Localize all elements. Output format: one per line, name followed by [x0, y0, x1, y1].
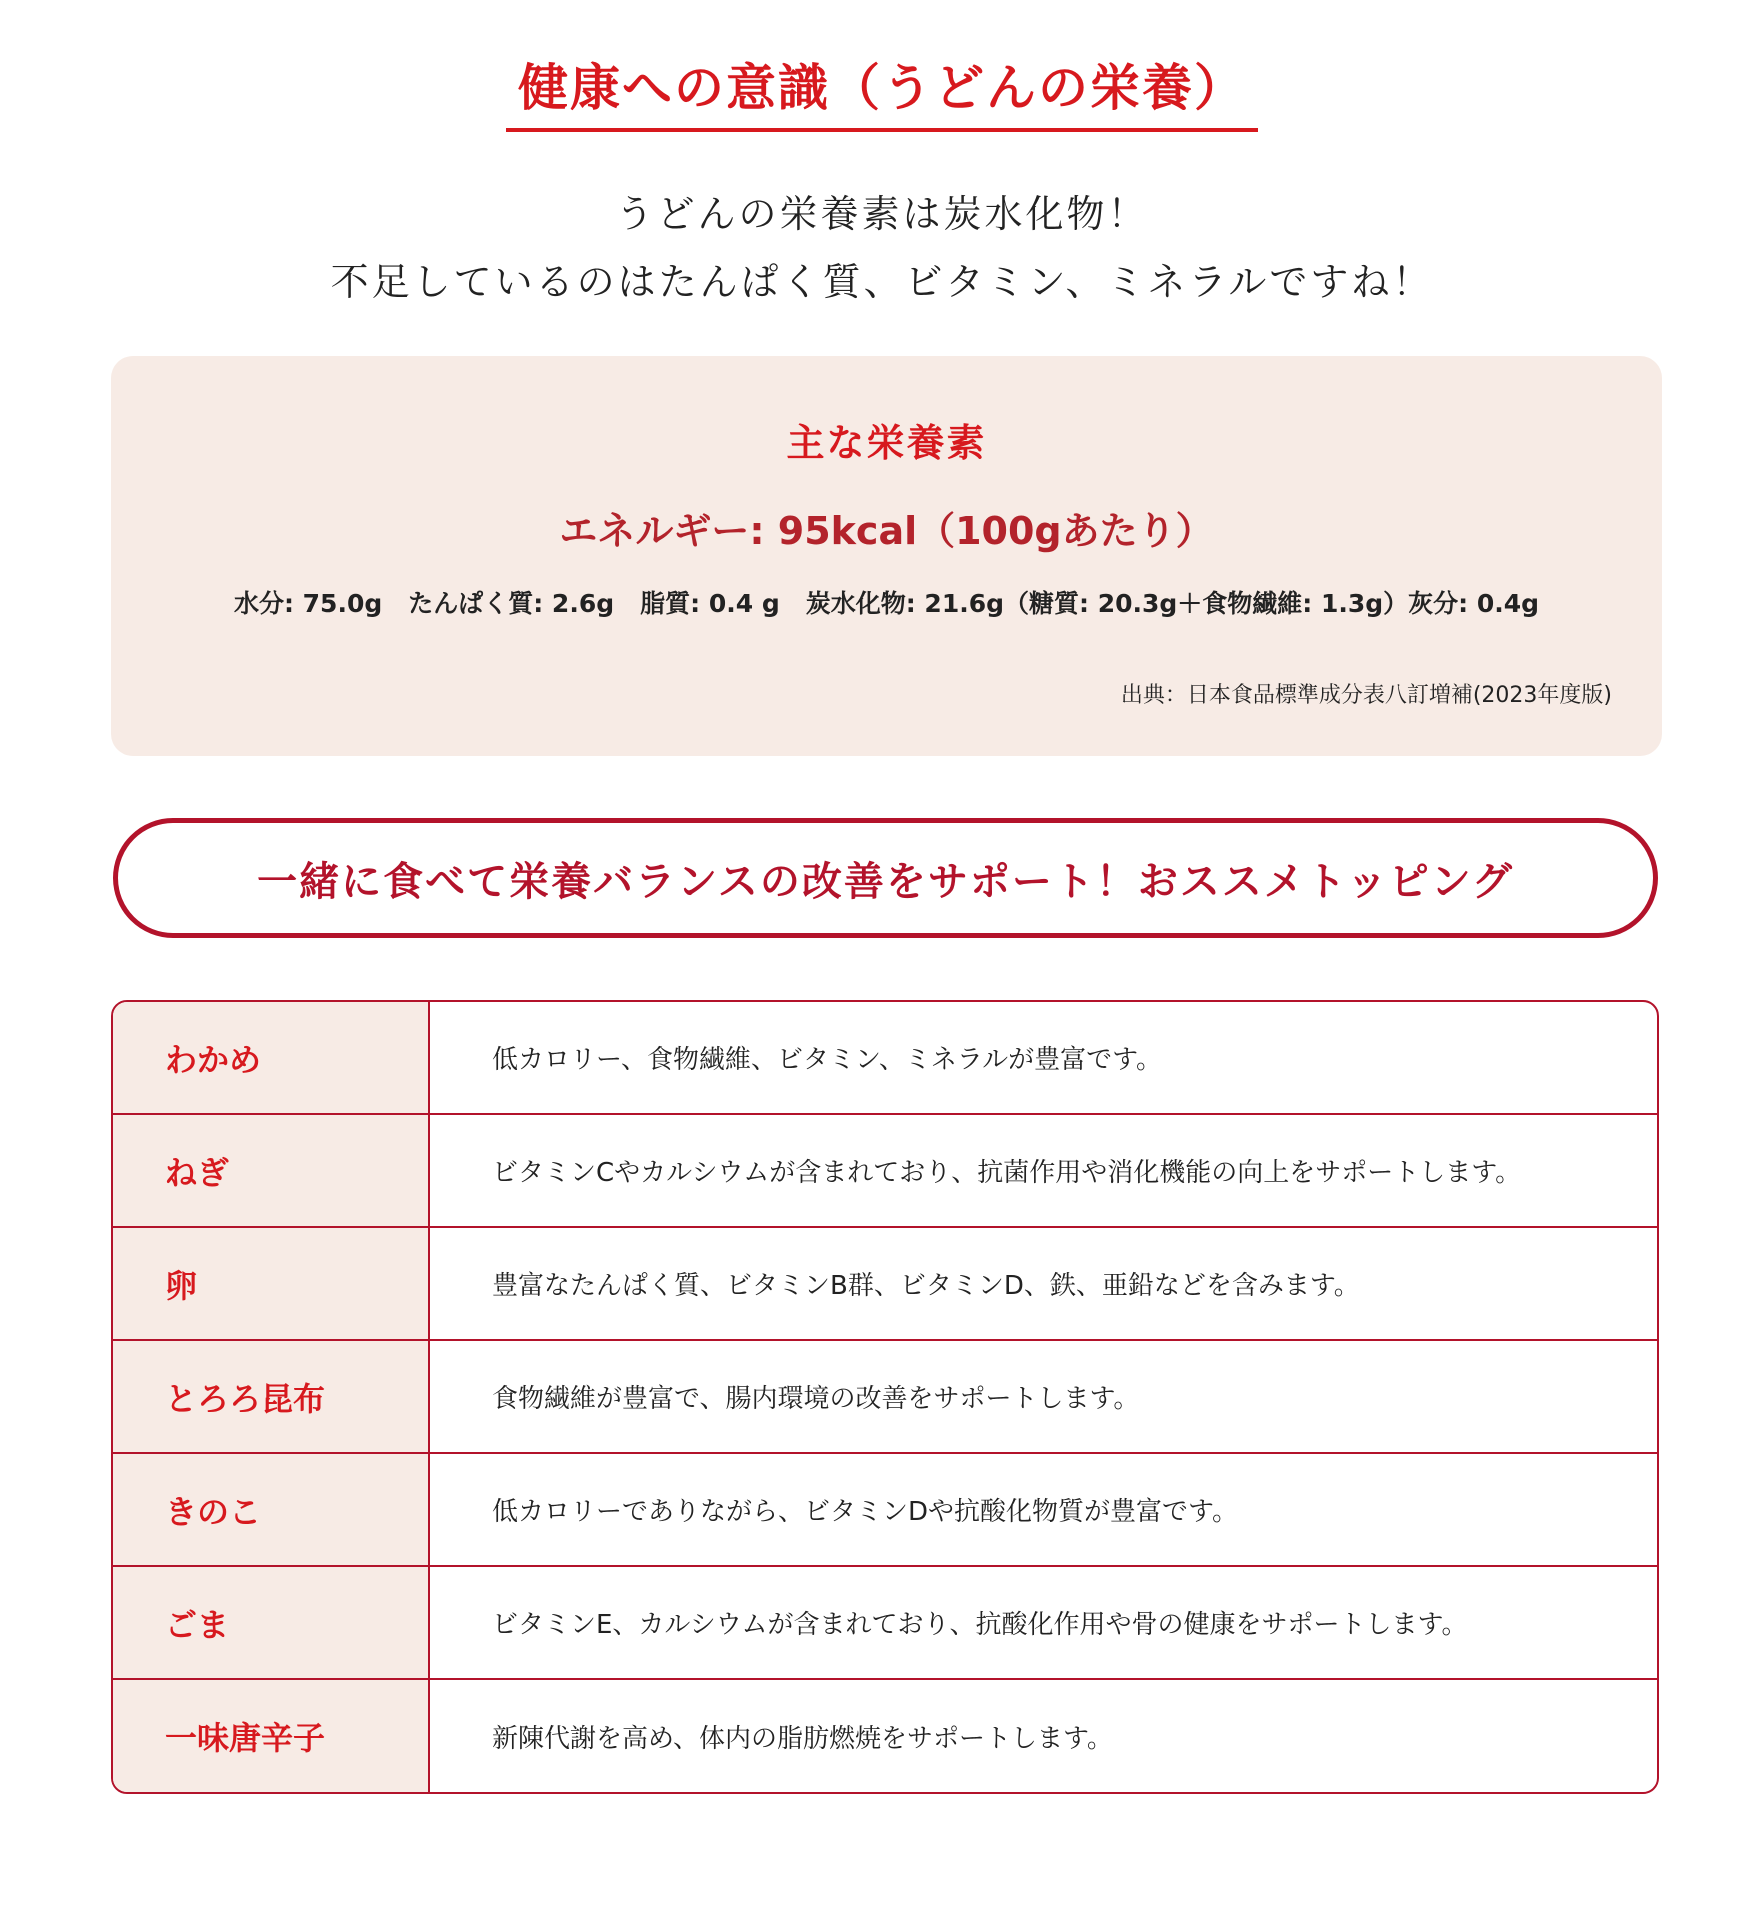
topping-table — [111, 1000, 1659, 1794]
table-row — [113, 1115, 1657, 1228]
nutrient-item: たんぱく質: 2.6g — [408, 589, 615, 618]
topping-name: わかめ — [113, 1002, 430, 1113]
topping-name: とろろ昆布 — [113, 1341, 430, 1452]
topping-description: ビタミンE、カルシウムが含まれており、抗酸化作用や骨の健康をサポートします。 — [492, 1610, 1468, 1640]
intro-line-2: 不足しているのはたんぱく質、ビタミン、ミネラルですね！ — [330, 260, 1434, 304]
nutrient-item: 水分: 75.0g — [233, 589, 383, 618]
topping-description: ビタミンCやカルシウムが含まれており、抗菌作用や消化機能の向上をサポートします。 — [492, 1158, 1522, 1188]
section-header — [0, 58, 1764, 132]
topping-name: ねぎ — [113, 1115, 430, 1226]
nutrition-heading: 主な栄養素 — [786, 421, 987, 465]
nutrition-panel — [111, 356, 1662, 756]
intro-text — [0, 180, 1764, 316]
topping-name: 一味唐辛子 — [113, 1680, 430, 1792]
topping-description: 食物繊維が豊富で、腸内環境の改善をサポートします。 — [492, 1384, 1140, 1414]
topping-description: 豊富なたんぱく質、ビタミンB群、ビタミンD、鉄、亜鉛などを含みます。 — [492, 1271, 1360, 1301]
topping-banner — [113, 818, 1658, 938]
table-row — [113, 1680, 1657, 1792]
topping-description: 低カロリー、食物繊維、ビタミン、ミネラルが豊富です。 — [492, 1045, 1163, 1075]
energy-value: エネルギー: 95kcal（100gあたり） — [559, 509, 1214, 553]
nutrient-item: 脂質: 0.4 g — [640, 589, 780, 618]
section-title: 健康への意識（うどんの栄養） — [506, 58, 1258, 132]
source-citation: 出典：日本食品標準成分表八訂増補(2023年度版) — [1120, 683, 1612, 708]
nutrient-list — [111, 584, 1662, 620]
table-row — [113, 1341, 1657, 1454]
topping-description: 低カロリーでありながら、ビタミンDや抗酸化物質が豊富です。 — [492, 1497, 1238, 1527]
table-row — [113, 1567, 1657, 1680]
table-row — [113, 1228, 1657, 1341]
nutrient-item: 炭水化物: 21.6g（糖質: 20.3g＋食物繊維: 1.3g）灰分: 0.4g — [805, 589, 1540, 618]
intro-line-1: うどんの栄養素は炭水化物！ — [615, 192, 1149, 236]
topping-name: 卵 — [113, 1228, 430, 1339]
table-row — [113, 1002, 1657, 1115]
topping-name: きのこ — [113, 1454, 430, 1565]
table-row — [113, 1454, 1657, 1567]
topping-description: 新陳代謝を高め、体内の脂肪燃焼をサポートします。 — [492, 1723, 1113, 1754]
topping-banner-text: 一緒に食べて栄養バランスの改善をサポート！おススメトッピング — [257, 858, 1514, 905]
topping-name: ごま — [113, 1567, 430, 1678]
